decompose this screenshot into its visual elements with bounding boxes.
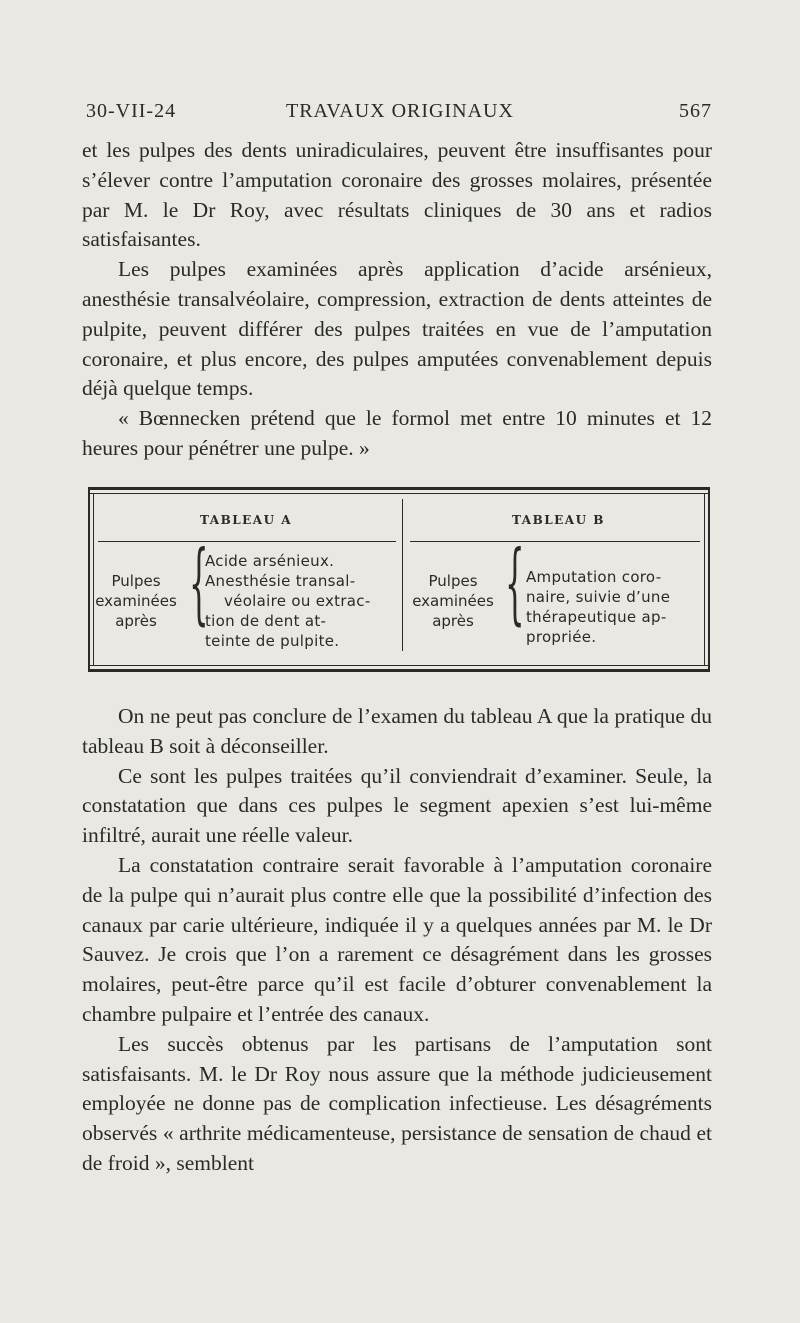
- paragraph-succes: Les succès obtenus par les partisans de l’amputation sont satisfaisants. M. le Dr Roy nous assure que la méthode judicieusement employée ne donne pas de complication infectieuse. Les désagréments observés « arthrite médicamenteuse, persistance de sensation de chaud et de froid », semblent: [82, 1031, 712, 1175]
- text-block-upper: [82, 136, 712, 464]
- paragraph-boennecken-quote: « Bœnnecken prétend que le formol met entre 10 minutes et 12 heures pour pénétrer une pulpe. »: [82, 406, 712, 460]
- paragraph-constatation-contraire: La constatation contraire serait favorable à l’amputation coronaire de la pulpe qui n’aurait plus contre elle que la possibilité d’infection des canaux par carie ultérieure, indiquée il y a quelques années par M. le Dr Sauvez. Je crois que l’on a rarement ce désagrément dans les grosses molaires, peut-être parce qu’il est facile d’obturer convenablement la chambre pulpaire et l’entrée des canaux.: [82, 852, 712, 1026]
- table-a-label: [88, 571, 184, 631]
- header-section-title: TRAVAUX ORIGINAUX: [286, 100, 514, 122]
- table-border: [704, 493, 705, 666]
- table-a-desc-line: véolaire ou extrac-: [224, 592, 371, 610]
- table-a-header-rule: [98, 541, 396, 542]
- table-b-label-line: examinées: [412, 592, 494, 610]
- table-a-desc-line: tion de dent at-: [205, 612, 327, 630]
- table-b-label-line: Pulpes: [428, 572, 478, 590]
- table-b-header-rule: [410, 541, 700, 542]
- brace-icon: {: [189, 531, 209, 634]
- header-date: 30-VII-24: [86, 100, 177, 122]
- page-number: 567: [679, 100, 712, 122]
- text-block-lower: [82, 702, 712, 1179]
- table-b-label-line: après: [432, 612, 474, 630]
- table-rule: [88, 493, 710, 494]
- table-a-desc-line: teinte de pulpite.: [205, 632, 340, 650]
- paragraph-pulpes-examinees: Les pulpes examinées après application d’acide arsénieux, anesthésie transalvéolaire, compression, extraction de dents atteintes de pulpite, peuvent différer des pulpes traitées en vue de l’amputation coronaire, et plus encore, des pulpes amputées convenablement depuis déjà quelque temps.: [82, 257, 712, 401]
- table-b-desc-line: naire, suivie d’une: [526, 588, 671, 606]
- table-a-label-line: après: [115, 612, 157, 630]
- table-divider: [402, 499, 403, 651]
- table-rule: [88, 669, 710, 672]
- table-a-desc-line: Anesthésie transal-: [205, 572, 356, 590]
- comparison-tables: [88, 487, 710, 675]
- table-b-description: [526, 567, 704, 647]
- table-a-title: TABLEAU A: [200, 513, 293, 527]
- paragraph-conclusion: On ne peut pas conclure de l’examen du tableau A que la pratique du tableau B soit à déconseiller.: [82, 704, 712, 758]
- table-a-desc-line: Acide arsénieux.: [205, 552, 335, 570]
- table-b-title: TABLEAU B: [512, 513, 605, 527]
- table-rule: [88, 665, 710, 666]
- table-b-desc-line: propriée.: [526, 628, 597, 646]
- brace-icon: {: [505, 531, 525, 634]
- table-a-label-line: examinées: [95, 592, 177, 610]
- table-border: [708, 487, 710, 672]
- table-b-label: [404, 571, 502, 631]
- table-a-label-line: Pulpes: [111, 572, 161, 590]
- paragraph-pulpes-traitees: Ce sont les pulpes traitées qu’il conviendrait d’examiner. Seule, la constatation que dans ces pulpes le segment apexien s’est lui-même infiltré, aurait une réelle valeur.: [82, 763, 712, 848]
- table-a-description: [205, 551, 395, 651]
- paragraph-continuation: et les pulpes des dents uniradiculaires, peuvent être insuffisantes pour s’élever contre l’amputation coronaire des grosses molaires, présentée par M. le Dr Roy, avec résultats cliniques de 30 ans et radios satisfaisantes.: [82, 138, 712, 252]
- table-b-desc-line: thérapeutique ap-: [526, 608, 667, 626]
- table-b-desc-line: Amputation coro-: [526, 568, 662, 586]
- table-rule: [88, 487, 710, 490]
